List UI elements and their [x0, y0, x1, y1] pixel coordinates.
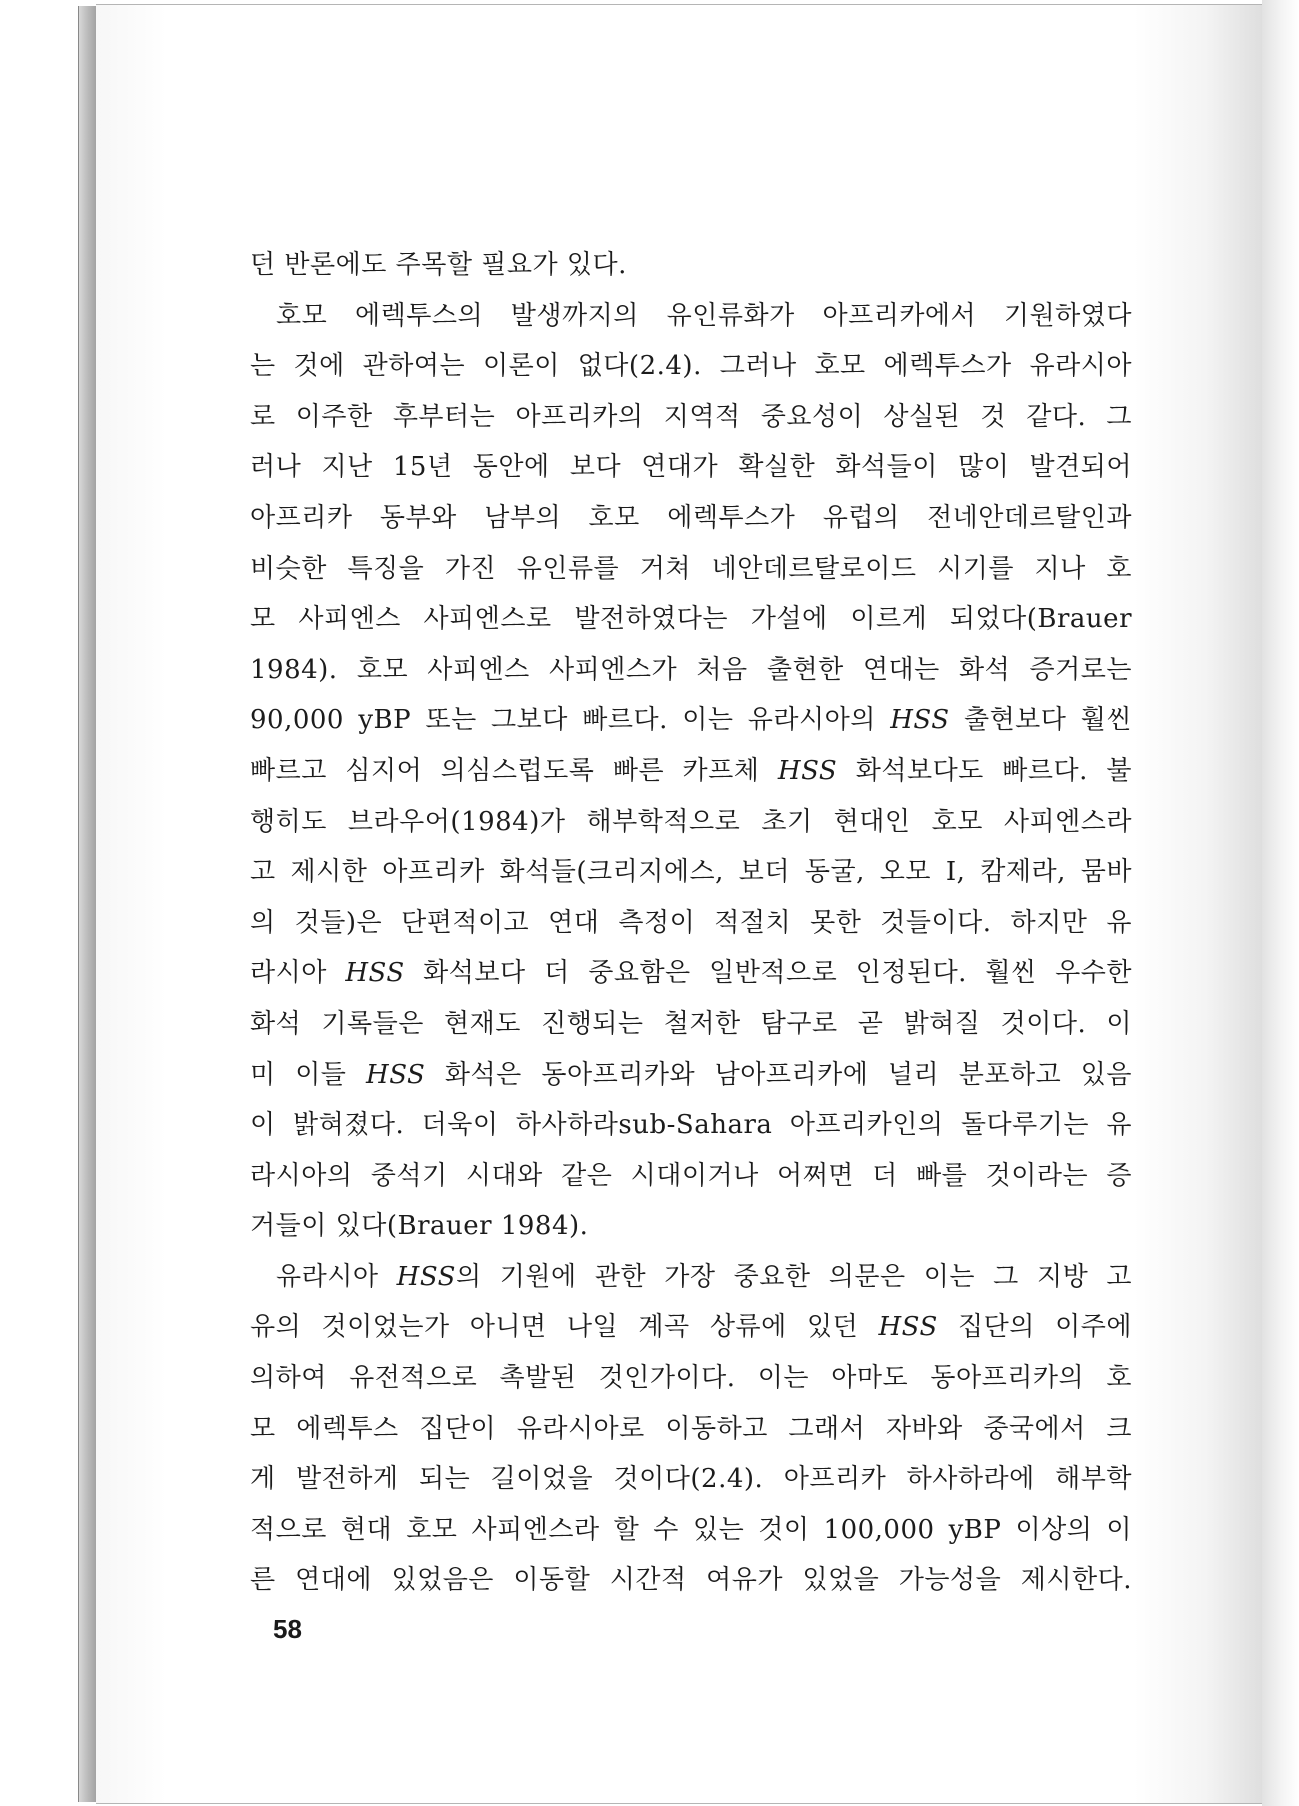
text-line: 이 밝혀졌다. 더욱이 하사하라sub-Sahara 아프리카인의 돌다루기는 유 [250, 1110, 1132, 1141]
text-line: 빠르고 심지어 의심스럽도록 빠른 카프체 HSS 화석보다도 빠르다. 불 [250, 755, 1132, 786]
text-line: 의하여 유전적으로 촉발된 것인가이다. 이는 아마도 동아프리카의 호 [250, 1363, 1132, 1394]
hss-term: HSS [890, 705, 950, 736]
text-line: 미 이들 HSS 화석은 동아프리카와 남아프리카에 널리 분포하고 있음 [250, 1059, 1132, 1090]
text-line: 모 사피엔스 사피엔스로 발전하였다는 가설에 이르게 되었다(Brauer [250, 604, 1132, 635]
hss-term: HSS [777, 755, 838, 786]
text-line: 유라시아 HSS의 기원에 관한 가장 중요한 의문은 이는 그 지방 고 [276, 1261, 1132, 1292]
text-line: 라시아의 중석기 시대와 같은 시대이거나 어쩌면 더 빠를 것이라는 증 [250, 1160, 1132, 1191]
page-curl-edge [1262, 0, 1299, 1806]
text-line: 1984). 호모 사피엔스 사피엔스가 처음 출현한 연대는 화석 증거로는 [250, 654, 1132, 685]
text-line: 행히도 브라우어(1984)가 해부학적으로 초기 현대인 호모 사피엔스라 [250, 806, 1132, 837]
text-line: 게 발전하게 되는 길이었을 것이다(2.4). 아프리카 하사하라에 해부학 [250, 1464, 1132, 1495]
text-line: 비슷한 특징을 가진 유인류를 거쳐 네안데르탈로이드 시기를 지나 호 [250, 553, 1132, 584]
body-text [250, 240, 1132, 1606]
text-line: 는 것에 관하여는 이론이 없다(2.4). 그러나 호모 에렉투스가 유라시아 [250, 351, 1132, 382]
text-line: 적으로 현대 호모 사피엔스라 할 수 있는 것이 100,000 yBP 이상의 이 [250, 1514, 1132, 1545]
text-line: 거들이 있다(Brauer 1984). [250, 1211, 589, 1242]
hss-term: HSS [878, 1312, 938, 1343]
text-line: 러나 지난 15년 동안에 보다 연대가 확실한 화석들이 많이 발견되어 [250, 452, 1132, 483]
hss-term: HSS [396, 1261, 456, 1292]
text-line: 의 것들)은 단편적이고 연대 측정이 적절치 못한 것들이다. 하지만 유 [250, 907, 1132, 938]
text-line: 고 제시한 아프리카 화석들(크리지에스, 보더 동굴, 오모 I, 캄제라, 뭄바 [250, 857, 1132, 888]
text-line: 아프리카 동부와 남부의 호모 에렉투스가 유럽의 전네안데르탈인과 [250, 502, 1132, 533]
text-line: 90,000 yBP 또는 그보다 빠르다. 이는 유라시아의 HSS 출현보다 훨씬 [250, 705, 1132, 736]
text-line: 모 에렉투스 집단이 유라시아로 이동하고 그래서 자바와 중국에서 크 [250, 1413, 1132, 1444]
text-line: 른 연대에 있었음은 이동할 시간적 여유가 있었을 가능성을 제시한다. [250, 1565, 1132, 1596]
text-line: 로 이주한 후부터는 아프리카의 지역적 중요성이 상실된 것 같다. 그 [250, 401, 1132, 432]
text-line: 던 반론에도 주목할 필요가 있다. [250, 250, 627, 280]
hss-term: HSS [366, 1059, 426, 1090]
hss-term: HSS [345, 958, 405, 989]
text-line: 라시아 HSS 화석보다 더 중요함은 일반적으로 인정된다. 훨씬 우수한 [250, 958, 1132, 989]
text-line: 유의 것이었는가 아니면 나일 계곡 상류에 있던 HSS 집단의 이주에 [250, 1312, 1132, 1343]
text-line: 화석 기록들은 현재도 진행되는 철저한 탐구로 곧 밝혀질 것이다. 이 [250, 1008, 1132, 1039]
page-number: 58 [273, 1614, 302, 1644]
text-line: 호모 에렉투스의 발생까지의 유인류화가 아프리카에서 기원하였다 [276, 300, 1132, 331]
